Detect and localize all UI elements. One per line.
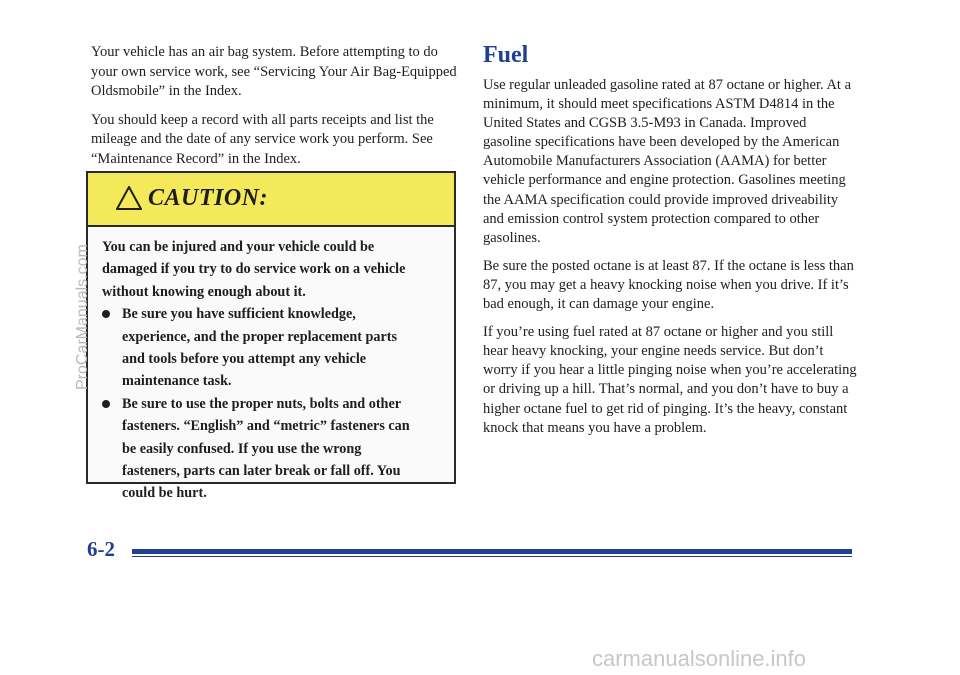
caution-body [102, 236, 422, 505]
caution-box [86, 171, 456, 502]
caution-intro: You can be injured and your vehicle could be damaged if you try to do service work on a vehicle without knowing enough about it. [102, 239, 406, 300]
right-column [483, 76, 858, 447]
warning-triangle-icon [116, 186, 142, 210]
footer-rule-thin [132, 556, 852, 557]
page-number: 6-2 [87, 537, 115, 561]
caution-bullet: Be sure you have sufficient knowledge, experience, and the proper replacement parts and tools before you attempt any vehicle maintenance task. [102, 303, 422, 393]
caution-bullet-list [102, 303, 422, 505]
fuel-paragraph: Use regular unleaded gasoline rated at 87 octane or higher. At a minimum, it should meet specifications ASTM D4814 in the United States and CGSB 3.5-M93 in Canada. Improved gasoline specifications have been developed by the American Automobile Manufacturers Association (AAMA) for better vehicle performance and engine protection. Gasolines meeting the AAMA specification could provide improved driveability and emission control system protection compared to other gasolines. [483, 77, 852, 246]
footer-rule [132, 549, 852, 554]
caution-header [88, 173, 454, 227]
side-watermark: ProCarManuals.com [74, 244, 91, 390]
caution-title: CAUTION: [148, 185, 269, 211]
airbag-paragraph: Your vehicle has an air bag system. Before attempting to do your own service work, see “Servicing Your Air Bag-Equipped Oldsmobile” in the Index. [91, 44, 457, 99]
fuel-heading: Fuel [483, 42, 529, 68]
left-column [91, 43, 461, 178]
octane-paragraph: Be sure the posted octane is at least 87. If the octane is less than 87, you may get a heavy knocking noise when you drive. If it’s bad enough, it can damage your engine. [483, 257, 854, 313]
knocking-paragraph: If you’re using fuel rated at 87 octane or higher and you still hear heavy knocking, your engine needs service. But don’t worry if you hear a little pinging noise when you’re accelerating or driving up a hill. That’s normal, and you don’t have to buy a higher octane fuel to get rid of pinging. It’s the heavy, constant knock that means you have a problem. [483, 324, 857, 436]
caution-bullet: Be sure to use the proper nuts, bolts and other fasteners. “English” and “metric” fasteners can be easily confused. If you use the wrong fasteners, parts can later break or fall off. You could be hurt. [102, 393, 422, 505]
bottom-watermark: carmanualsonline.info [592, 646, 807, 671]
service-record-paragraph: You should keep a record with all parts receipts and list the mileage and the date of any service work you perform. See “Maintenance Record” in the Index. [91, 111, 434, 167]
